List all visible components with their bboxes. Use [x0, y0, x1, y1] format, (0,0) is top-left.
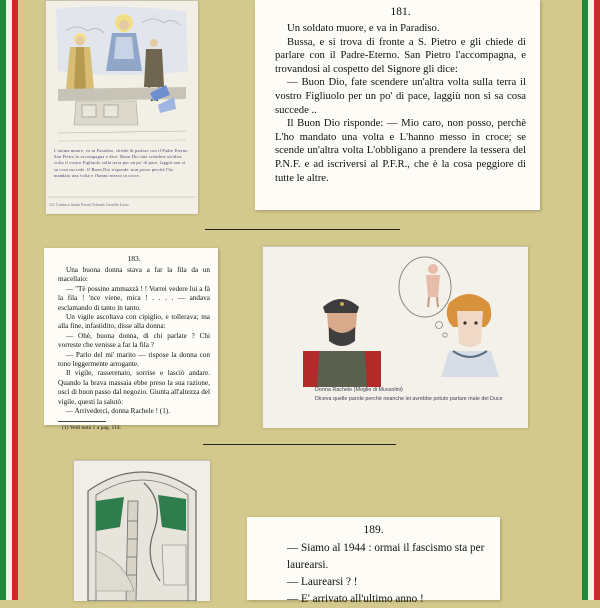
- dialogue-line: — Siamo al 1944 : ormai il fascismo sta per laurearsi.: [287, 542, 485, 571]
- paragraph: Un soldato muore, e va in Paradiso.: [287, 22, 440, 34]
- drawing-caption-title: Donna Rachele (Moglie di Mussolini): [315, 387, 403, 393]
- drawing-paradise-scene: [45, 0, 197, 213]
- paragraph: — Buon Dio, fate scendere un'altra volta sulla terra il vostro Figliuolo per un po' di pace, laggiù non si sa cosa succede ..: [275, 76, 526, 116]
- book-page-189: [247, 517, 500, 605]
- drawing-footer-signatures: 121 Curtinca Sonio Portal Orlando Castello Lussi: [49, 202, 129, 207]
- book-page-183: [44, 248, 218, 431]
- paradise-illustration: [46, 1, 198, 214]
- page-number: 183.: [127, 254, 141, 263]
- dialogue-line: — E' arrivato all'ultimo anno !: [287, 593, 424, 605]
- paragraph: Bussa, e si trova di fronte a S. Pietro e gli chiede di parlare con il Padre-Eterno. San Pietro l'accompagna, e trovandosi al cospetto del Signore gli dice:: [275, 35, 526, 75]
- paragraph: Il vigile, rasserenato, sorrise e lasciò andare. Quando la brava massaia ebbe preso la sua razione, uscì di buon passo dal negozio. Giunta all'altezza del vigile, questi la salutò:: [58, 369, 210, 406]
- dialogue-line: — Laurearsi ? !: [287, 576, 358, 588]
- paragraph: — Arrivederci, donna Rachele ! (1).: [66, 407, 170, 416]
- footnote: (1) Vedi nota 1 a pag. 114.: [62, 424, 122, 431]
- window-illustration: [74, 461, 210, 601]
- paragraph: — "Tè possino ammazzà ! ! Vorrei vedere lui a fà la fila ! 'nce viene, mica ! . . . . — andava esclamando di tanto in tanto.: [58, 284, 210, 312]
- drawing-donna-rachele: [262, 246, 527, 427]
- page-number: 181.: [390, 6, 411, 18]
- paragraph: — Parlo del mi' marito — rispose la donna con tono leggermente arrogante.: [58, 350, 210, 369]
- page-number: 189.: [363, 524, 384, 536]
- section-divider: [203, 444, 396, 445]
- paragraph: — Ohè, buona donna, di chi parlate ? Chi vorreste che venisse a far la fila ?: [58, 331, 210, 350]
- drawing-handwriting: L'anima muore, va in Paradiso, chiede di parlare con il Padre Eterno. San Pietro lo accompagna e dice: Buon Dio fate scendere un'altra volta il vostro Figliuolo sulla terra per un po' di pace, laggiù non si sa cosa succede. Il Buon Dio risponde: non posso perché l'ho mandato una volta e l'hanno messo in croce.: [54, 148, 189, 178]
- paragraph: Il Buon Dio risponde: — Mio caro, non posso, perchè L'ho mandato una volta e L'hanno messo in croce; se scende un'altra volta L'obbligano a prendere la tessera del P.N.F. e ad iscriversi al P.F.R., che è la cosa peggiore di tutte le altre.: [275, 117, 526, 184]
- paragraph: Un vigile ascoltava con cipiglio, e tollerava; ma alla fine, infastidito, disse alla donna:: [58, 313, 210, 331]
- section-divider: [205, 229, 400, 230]
- flag-stripe-red-right: [594, 0, 600, 600]
- drawing-caption-text: Diceva quelle parole perchè neanche lei avrebbe potuto parlare male del Duce: [315, 396, 503, 402]
- paragraph: Una buona donna stava a far la fila da un macellaio:: [58, 266, 210, 284]
- footnote-rule: [58, 421, 106, 422]
- flag-stripe-red-left: [12, 0, 18, 600]
- drawing-window-graduation: [73, 460, 209, 600]
- book-page-181: [255, 0, 540, 210]
